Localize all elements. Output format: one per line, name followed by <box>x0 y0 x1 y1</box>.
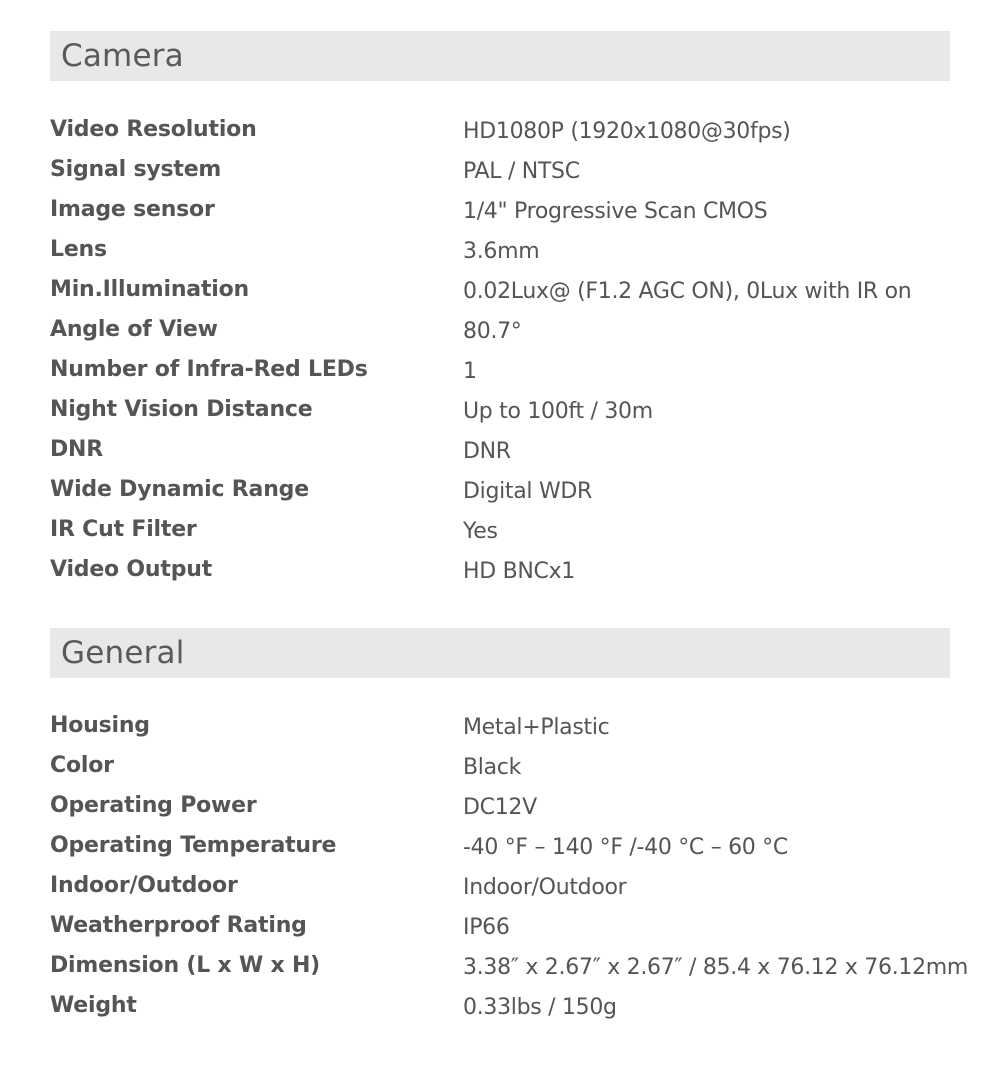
spec-row-ir-cut-filter <box>50 514 950 554</box>
spec-label: Dimension (L x W x H) <box>50 953 321 978</box>
spec-value: DC12V <box>463 795 537 820</box>
spec-label: DNR <box>50 437 104 462</box>
camera-spec-list <box>50 114 950 594</box>
camera-section <box>50 31 950 594</box>
spec-value: -40 °F – 140 °F /-40 °C – 60 °C <box>463 835 788 860</box>
spec-label: Signal system <box>50 157 222 182</box>
spec-value: 3.6mm <box>463 239 540 264</box>
spec-row-angle-of-view <box>50 314 950 354</box>
spec-value: PAL / NTSC <box>463 159 580 184</box>
spec-label: Night Vision Distance <box>50 397 313 422</box>
spec-row-night-vision-distance <box>50 394 950 434</box>
spec-value: IP66 <box>463 915 510 940</box>
camera-section-title: Camera <box>61 38 184 74</box>
spec-value: HD BNCx1 <box>463 559 576 584</box>
spec-value: Metal+Plastic <box>463 715 610 740</box>
spec-value: Yes <box>463 519 498 544</box>
spec-label: Min.Illumination <box>50 277 249 302</box>
camera-section-header <box>50 31 950 81</box>
spec-row-dimension <box>50 950 969 990</box>
spec-row-weight <box>50 990 950 1030</box>
spec-value: 0.33lbs / 150g <box>463 995 617 1020</box>
spec-value: 80.7° <box>463 319 522 344</box>
spec-label: IR Cut Filter <box>50 517 197 542</box>
spec-row-operating-temperature <box>50 830 950 870</box>
spec-row-dnr <box>50 434 950 474</box>
spec-row-min-illumination <box>50 274 950 314</box>
spec-value: Up to 100ft / 30m <box>463 399 653 424</box>
spec-row-operating-power <box>50 790 950 830</box>
general-spec-list <box>50 710 969 1030</box>
spec-row-color <box>50 750 950 790</box>
spec-row-video-output <box>50 554 950 594</box>
spec-label: Wide Dynamic Range <box>50 477 309 502</box>
spec-value: 3.38″ x 2.67″ x 2.67″ / 85.4 x 76.12 x 76.12mm <box>463 955 969 980</box>
spec-value: 1 <box>463 359 477 384</box>
spec-label: Lens <box>50 237 107 262</box>
spec-value: Digital WDR <box>463 479 593 504</box>
spec-row-housing <box>50 710 950 750</box>
spec-label: Operating Temperature <box>50 833 337 858</box>
spec-label: Operating Power <box>50 793 257 818</box>
spec-value: Indoor/Outdoor <box>463 875 627 900</box>
spec-label: Angle of View <box>50 317 218 342</box>
spec-row-image-sensor <box>50 194 950 234</box>
spec-row-signal-system <box>50 154 950 194</box>
spec-label: Video Output <box>50 557 213 582</box>
spec-label: Image sensor <box>50 197 215 222</box>
spec-value: 0.02Lux@ (F1.2 AGC ON), 0Lux with IR on <box>463 279 912 304</box>
spec-label: Weight <box>50 993 137 1018</box>
spec-row-infra-red-leds <box>50 354 950 394</box>
spec-label: Number of Infra-Red LEDs <box>50 357 368 382</box>
spec-row-weatherproof-rating <box>50 910 950 950</box>
spec-row-wide-dynamic-range <box>50 474 950 514</box>
spec-row-video-resolution <box>50 114 950 154</box>
spec-value: 1/4" Progressive Scan CMOS <box>463 199 768 224</box>
general-section-title: General <box>61 635 185 671</box>
spec-value: DNR <box>463 439 511 464</box>
spec-label: Video Resolution <box>50 117 257 142</box>
spec-row-lens <box>50 234 950 274</box>
spec-row-indoor-outdoor <box>50 870 950 910</box>
spec-label: Color <box>50 753 114 778</box>
spec-value: Black <box>463 755 522 780</box>
general-section <box>50 628 969 1030</box>
spec-label: Housing <box>50 713 150 738</box>
spec-label: Weatherproof Rating <box>50 913 307 938</box>
spec-label: Indoor/Outdoor <box>50 873 238 898</box>
general-section-header <box>50 628 950 678</box>
spec-value: HD1080P (1920x1080@30fps) <box>463 119 791 144</box>
